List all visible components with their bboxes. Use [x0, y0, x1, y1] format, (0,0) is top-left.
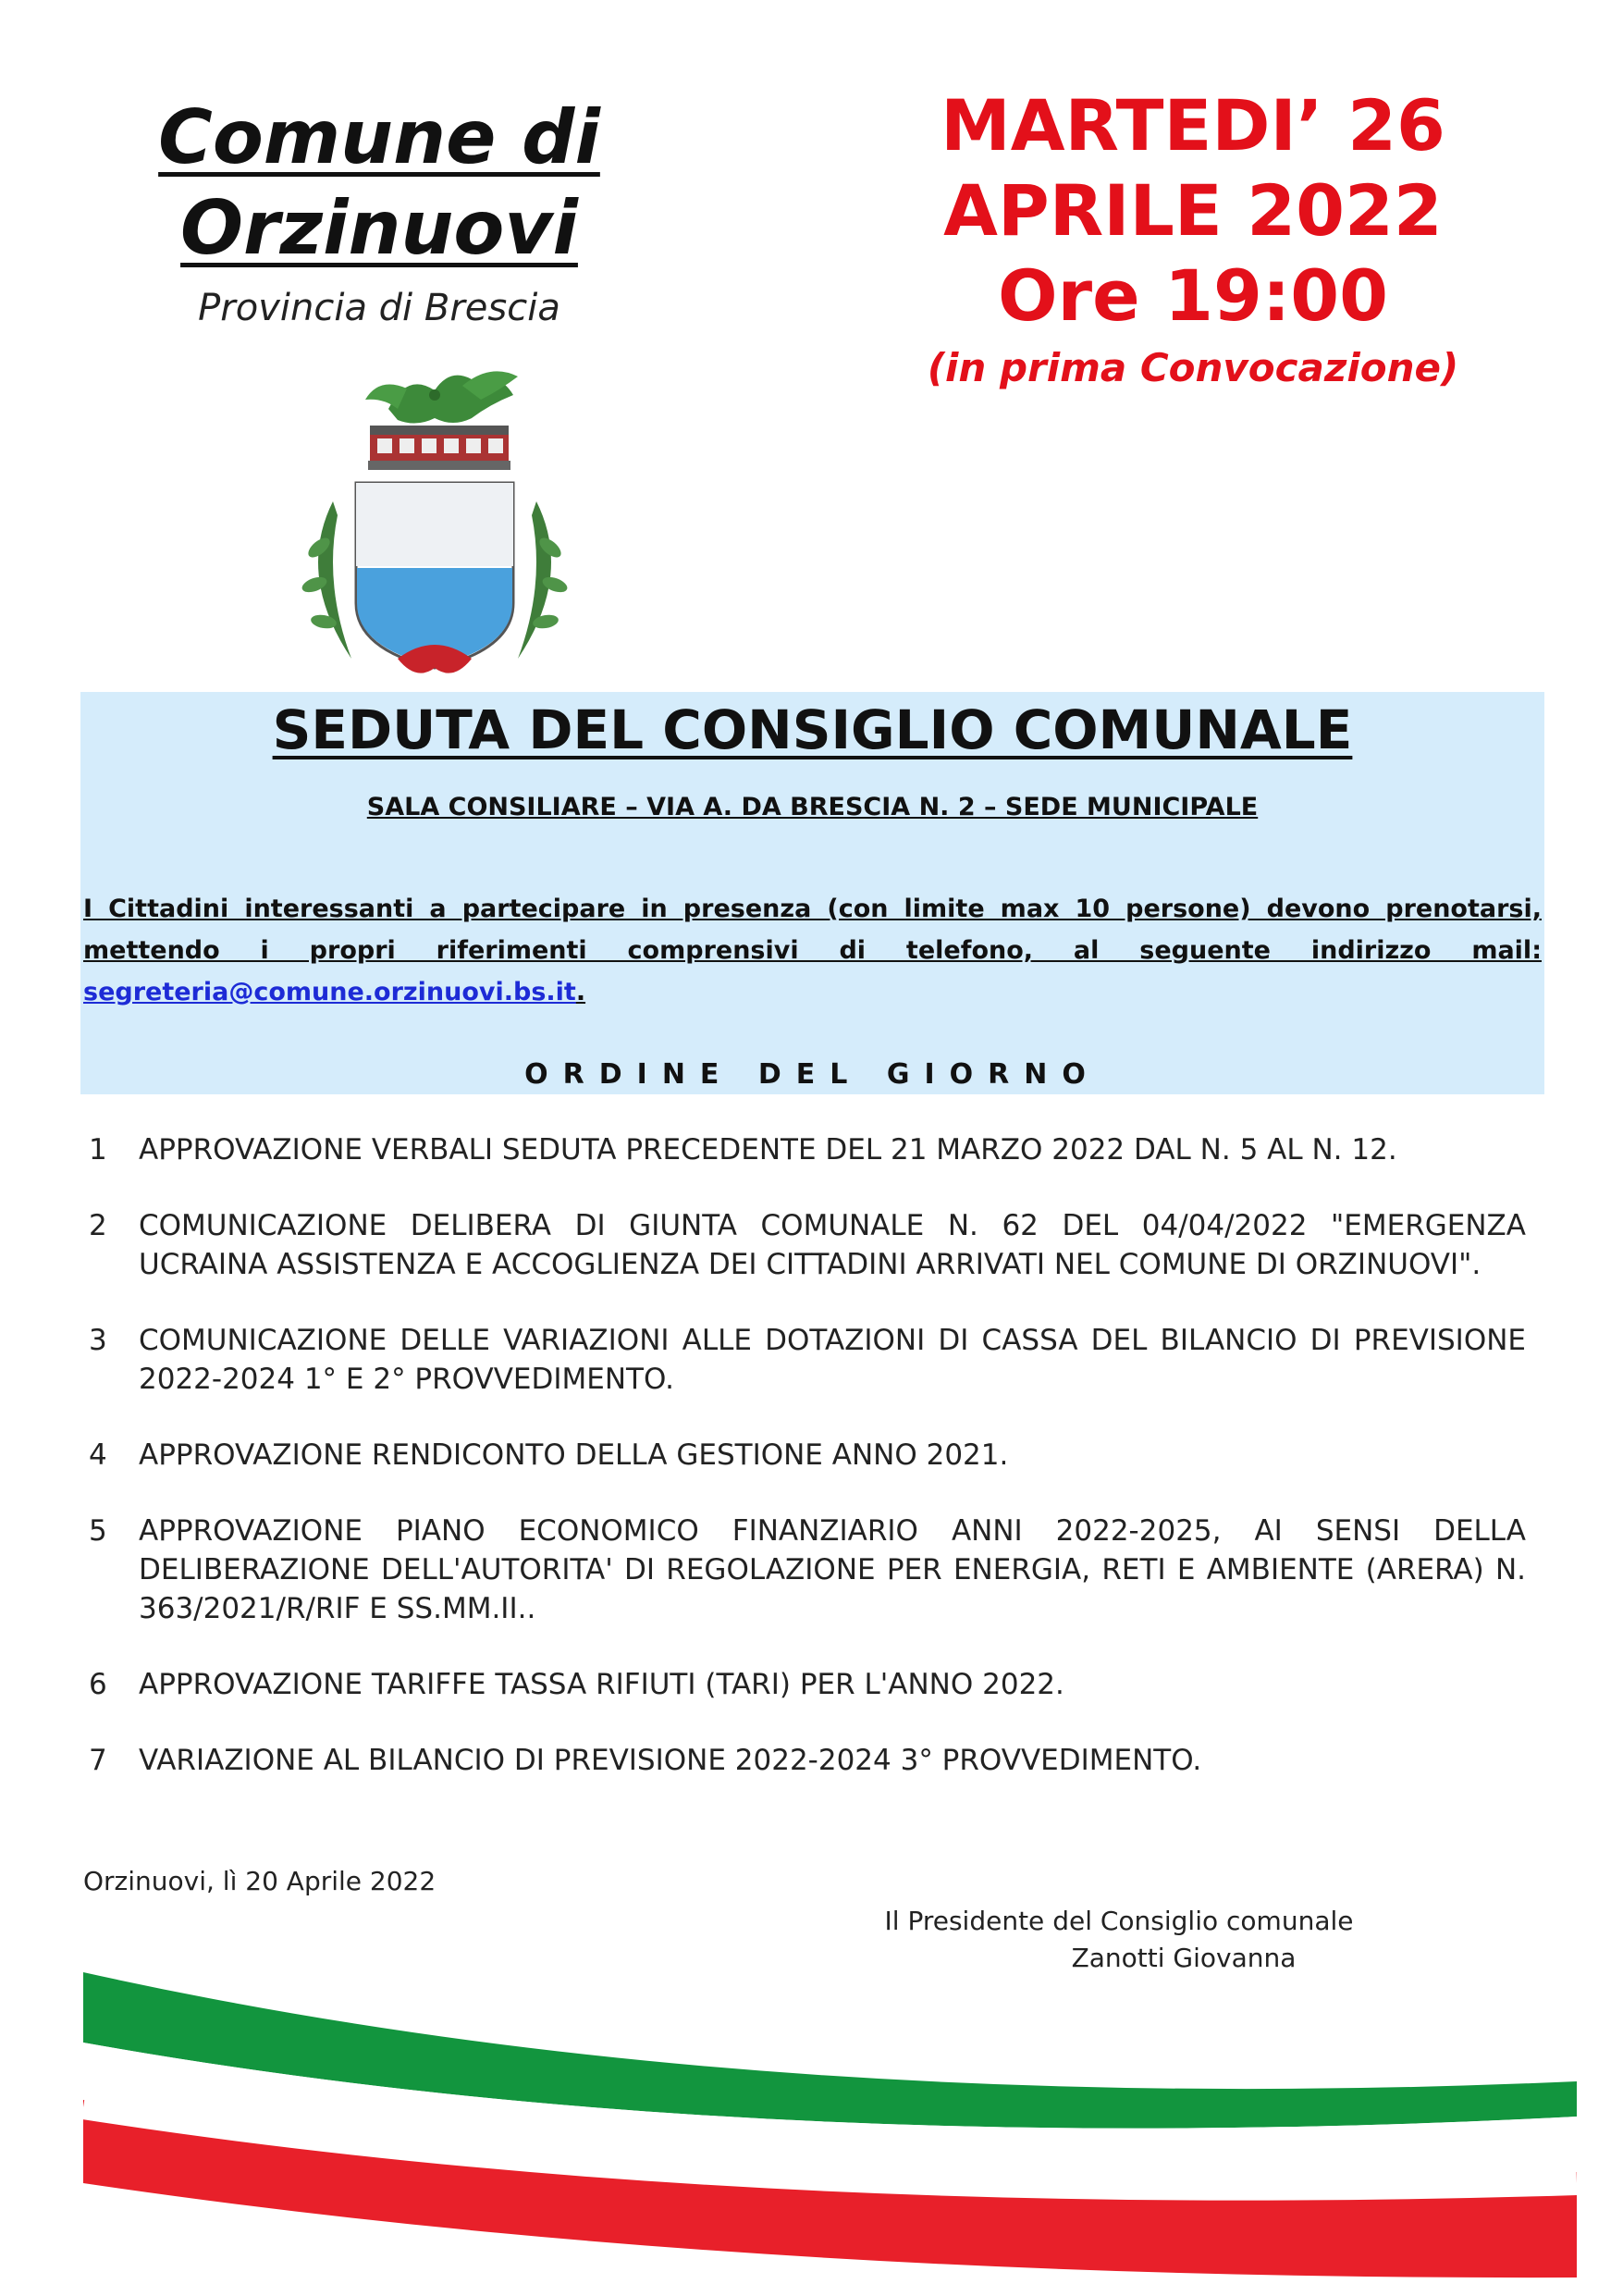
agenda-item-number: 6	[89, 1668, 107, 1701]
agenda-item	[83, 1130, 1526, 1169]
signature-name: Zanotti Giovanna	[1071, 1943, 1297, 1973]
agenda-item-number: 3	[89, 1324, 107, 1357]
agenda-item-text: COMUNICAZIONE DELLE VARIAZIONI ALLE DOTAZIONI DI CASSA DEL BILANCIO DI PREVISIONE 2022-2024 1° E 2° PROVVEDIMENTO.	[139, 1324, 1526, 1396]
coat-of-arms-icon	[268, 353, 601, 688]
agenda-item-text: APPROVAZIONE TARIFFE TASSA RIFIUTI (TARI) PER L'ANNO 2022.	[139, 1668, 1064, 1701]
town-title: Comune di Orzinuovi	[158, 94, 600, 271]
agenda-item	[83, 1206, 1526, 1284]
convocation-note: (in prima Convocazione)	[927, 345, 1459, 390]
tricolor-ribbon-icon	[0, 1961, 1623, 2296]
agenda-item	[83, 1741, 1526, 1780]
agenda-item-text: APPROVAZIONE RENDICONTO DELLA GESTIONE ANNO 2021.	[139, 1438, 1009, 1472]
agenda-list	[83, 1130, 1526, 1817]
agenda-heading: ORDINE DEL GIORNO	[524, 1058, 1100, 1091]
agenda-item	[83, 1512, 1526, 1628]
agenda-item-number: 4	[89, 1438, 107, 1472]
meeting-month-year: APRILE 2022	[943, 169, 1443, 252]
agenda-item	[83, 1321, 1526, 1399]
booking-notice-end: .	[575, 978, 586, 1006]
agenda-item-text: APPROVAZIONE PIANO ECONOMICO FINANZIARIO ANNI 2022-2025, AI SENSI DELLA DELIBERAZIONE DELL'AUTORITA' DI REGOLAZIONE PER ENERGIA, RETI E AMBIENTE (ARERA) N. 363/2021/R/RIF E SS.MM.II..	[139, 1514, 1526, 1625]
email-link[interactable]: segreteria@comune.orzinuovi.bs.it	[83, 978, 576, 1006]
signature-role: Il Presidente del Consiglio comunale	[884, 1906, 1354, 1936]
booking-notice	[83, 888, 1542, 1013]
agenda-item-number: 5	[89, 1514, 107, 1548]
agenda-item-text: COMUNICAZIONE DELIBERA DI GIUNTA COMUNALE N. 62 DEL 04/04/2022 "EMERGENZA UCRAINA ASSISTENZA E ACCOGLIENZA DEI CITTADINI ARRIVATI NEL COMUNE DI ORZINUOVI".	[139, 1209, 1526, 1281]
meeting-day: MARTEDI’ 26	[941, 84, 1445, 167]
province-label: Provincia di Brescia	[198, 287, 560, 329]
agenda-item	[83, 1665, 1526, 1704]
agenda-item-text: VARIAZIONE AL BILANCIO DI PREVISIONE 2022-2024 3° PROVVEDIMENTO.	[139, 1744, 1202, 1777]
agenda-item-number: 7	[89, 1744, 107, 1777]
agenda-item-number: 2	[89, 1209, 107, 1242]
session-title: SEDUTA DEL CONSIGLIO COMUNALE	[272, 698, 1353, 761]
place-and-date: Orzinuovi, lì 20 Aprile 2022	[83, 1866, 436, 1896]
meeting-time: Ore 19:00	[997, 254, 1388, 337]
agenda-item	[83, 1436, 1526, 1475]
agenda-item-text: APPROVAZIONE VERBALI SEDUTA PRECEDENTE DEL 21 MARZO 2022 DAL N. 5 AL N. 12.	[139, 1133, 1397, 1167]
meeting-date-block	[888, 83, 1498, 396]
agenda-item-number: 1	[89, 1133, 107, 1167]
booking-notice-text: I Cittadini interessanti a partecipare in presenza (con limite max 10 persone) devono prenotarsi, mettendo i propri riferimenti comprensivi di telefono, al seguente indirizzo mail:	[83, 895, 1542, 965]
session-venue: SALA CONSILIARE – VIA A. DA BRESCIA N. 2 – SEDE MUNICIPALE	[366, 793, 1259, 821]
